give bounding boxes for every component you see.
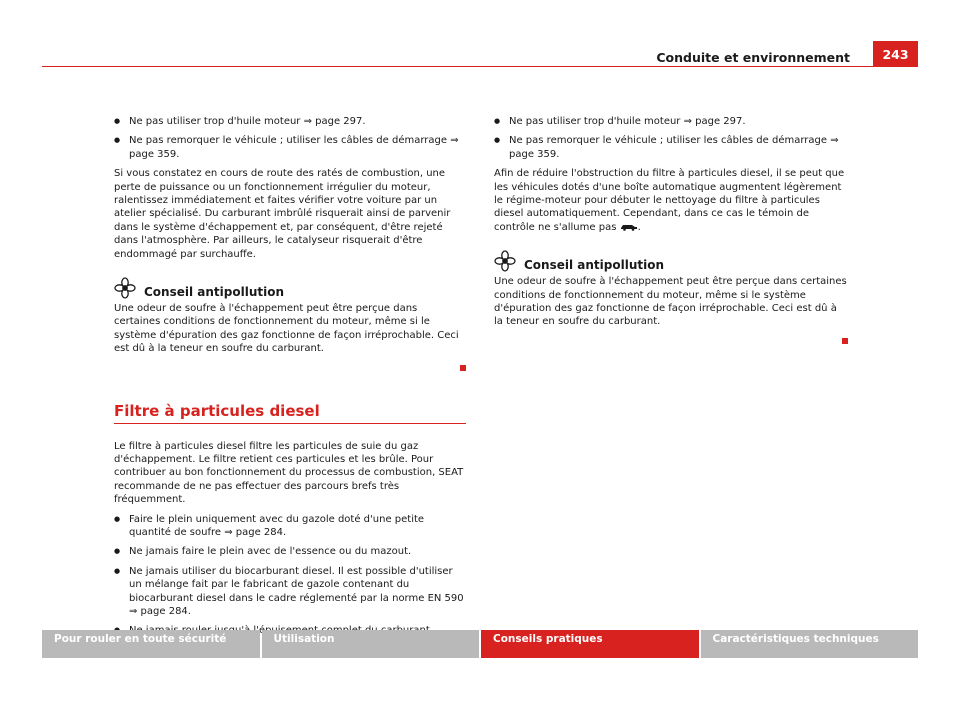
header-divider xyxy=(42,66,918,67)
tab-safety[interactable]: Pour rouler en toute sécurité xyxy=(42,630,260,658)
tip-title: Conseil antipollution xyxy=(144,284,285,299)
tip-text-content: Une odeur de soufre à l'échappement peut être perçue dans certaines conditions de fonctionnement du moteur, même si le système d'épuration des gaz fonctionne de façon irréprochable. Ceci est dû à la teneur en soufre du carburant. xyxy=(114,303,459,355)
list-item: ● Ne jamais faire le plein avec de l'essence ou du mazout. xyxy=(114,545,466,558)
tip-header xyxy=(494,250,848,272)
list-item: ● Ne pas remorquer le véhicule ; utiliser les câbles de démarrage ⇒ page 359. xyxy=(114,134,466,161)
car-exhaust-lamp-icon xyxy=(620,222,638,231)
end-square-icon xyxy=(460,365,466,371)
tab-practical-tips[interactable]: Conseils pratiques xyxy=(481,630,699,658)
tab-technical-specs[interactable]: Caractéristiques techniques xyxy=(701,630,919,658)
right-column xyxy=(494,115,848,348)
paragraph-misfire: Si vous constatez en cours de route des ratés de combustion, une perte de puissance ou un fonctionnement irrégulier du moteur, ralentissez immédiatement et faites vérifier votre voiture par un atelier spécialisé. Du carburant imbrûlé risquerait ainsi de parvenir dans le système d'échappement et, par conséquent, d'être rejeté dans l'atmosphère. Par ailleurs, le catalyseur risquerait d'être endommagé par surchauffe. xyxy=(114,168,451,260)
list-item: ● Ne pas utiliser trop d'huile moteur ⇒ page 297. xyxy=(494,115,848,128)
section-title: Filtre à particules diesel xyxy=(114,405,466,423)
tip-header xyxy=(114,277,466,299)
flower-icon xyxy=(494,250,516,272)
page-number: 243 xyxy=(873,41,918,67)
tip-text-content: Une odeur de soufre à l'échappement peut être perçue dans certaines conditions de fonctionnement du moteur, même si le système d'épuration des gaz fonctionne de façon irréprochable. Ceci est dû à la teneur en soufre du carburant. xyxy=(494,276,847,328)
paragraph-automatic-end: . xyxy=(637,221,641,233)
flower-icon xyxy=(114,277,136,299)
page-header-title: Conduite et environnement xyxy=(656,50,850,65)
end-marker xyxy=(494,335,848,348)
tip-text xyxy=(114,302,466,356)
list-item: ● Faire le plein uniquement avec du gazole doté d'une petite quantité de soufre ⇒ page 284. xyxy=(114,513,466,540)
tip-title: Conseil antipollution xyxy=(524,257,665,272)
end-square-icon xyxy=(842,338,848,344)
list-item: ● Ne pas remorquer le véhicule ; utiliser les câbles de démarrage ⇒ page 359. xyxy=(494,134,848,161)
paragraph-dpf: Le filtre à particules diesel filtre les particules de suie du gaz d'échappement. Le filtre retient ces particules et les brûle. Pour contribuer au bon fonctionnement du processus de combustion, SEAT recommande de ne pas effectuer des parcours brefs très fréquemment. xyxy=(114,440,464,506)
tab-usage[interactable]: Utilisation xyxy=(262,630,480,658)
paragraph-automatic-text: Afin de réduire l'obstruction du filtre à particules diesel, il se peut que les véhicules dotés d'une boîte automatique augmentent légèrement le régime-moteur pour débuter le nettoyage du filtre à particules diesel automatiquement. Cependant, dans ce cas le témoin de contrôle ne s'allume pas xyxy=(494,168,845,233)
tip-text xyxy=(494,275,848,329)
list-item: ● Ne jamais utiliser du biocarburant diesel. Il est possible d'utiliser un mélange fait par le fabricant de gazole contenant du biocarburant diesel dans le cadre réglementé par la norme EN 590 ⇒ page 284. xyxy=(114,565,466,619)
end-marker xyxy=(114,362,466,375)
paragraph-automatic xyxy=(494,167,848,234)
left-column xyxy=(114,115,466,644)
footer-nav xyxy=(42,630,918,658)
list-item: ● Ne pas utiliser trop d'huile moteur ⇒ page 297. xyxy=(114,115,466,128)
